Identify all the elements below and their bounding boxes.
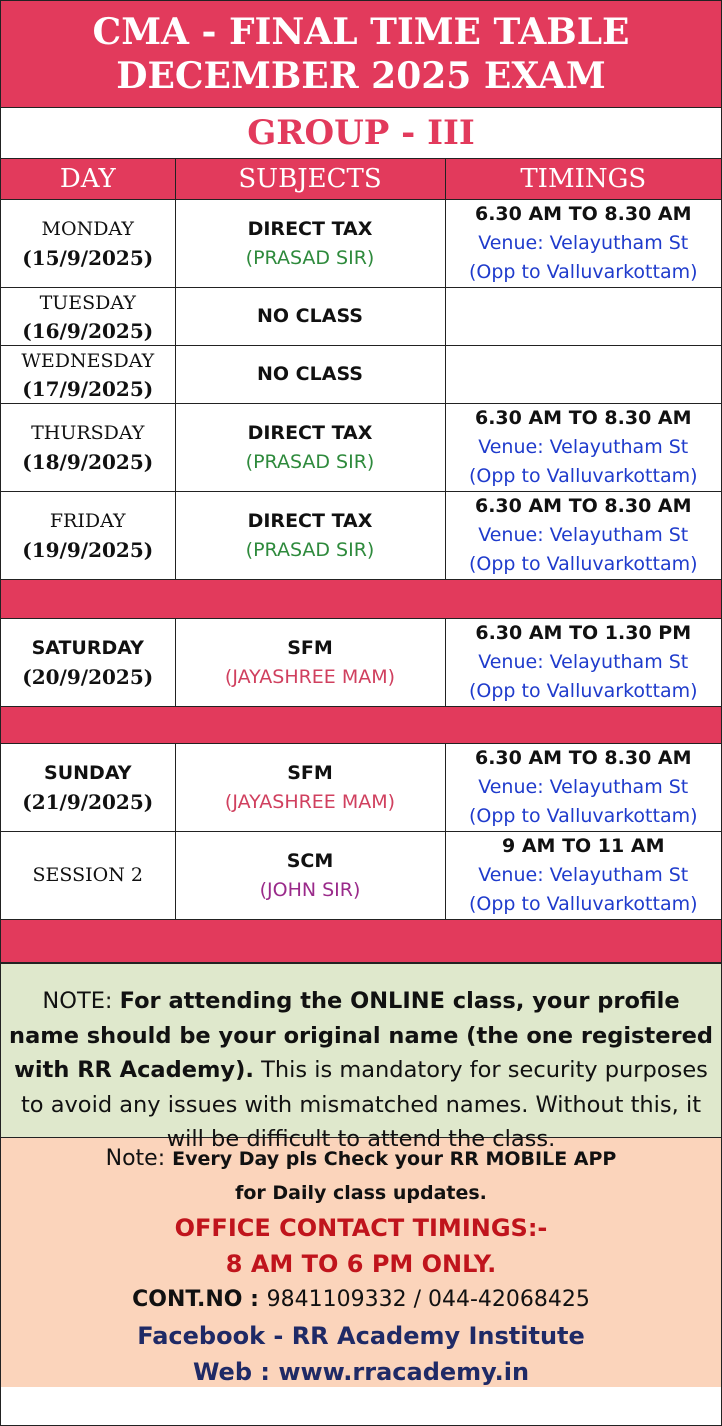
note-body: This is mandatory for security purposes to avoid any issues with mismatched names. Without this, it will be difficult to attend the class. [20, 1057, 708, 1152]
contact-number-line [1, 1282, 721, 1318]
day-name: SATURDAY [31, 636, 144, 659]
venue-line-1: Venue: Velayutham St [478, 776, 689, 798]
venue-line-2: (Opp to Valluvarkottam) [468, 893, 698, 915]
day-cell [1, 404, 175, 492]
day-date: (18/9/2025) [22, 449, 154, 474]
subject-name: SFM [287, 636, 333, 659]
faculty-name: (PRASAD SIR) [245, 450, 375, 473]
day-cell [1, 492, 175, 580]
class-time: 6.30 AM TO 8.30 AM [474, 203, 692, 225]
day-name: THURSDAY [31, 421, 145, 444]
table-row [1, 200, 721, 288]
day-cell [1, 832, 175, 920]
group-heading: GROUP - III [1, 108, 721, 159]
app-note-line-2: for Daily class updates. [235, 1182, 487, 1204]
day-date: (15/9/2025) [22, 245, 154, 270]
venue-line-2: (Opp to Valluvarkottam) [468, 805, 698, 827]
faculty-name: (PRASAD SIR) [245, 538, 375, 561]
class-time: 9 AM TO 11 AM [502, 835, 665, 857]
subject-cell [175, 200, 445, 288]
faculty-name: (JOHN SIR) [259, 878, 361, 901]
app-note-text: Every Day pls Check your RR MOBILE APP [172, 1148, 617, 1170]
timing-cell [445, 200, 721, 288]
table-row [1, 346, 721, 404]
table-row [1, 619, 721, 707]
venue-line-2: (Opp to Valluvarkottam) [468, 553, 698, 575]
class-time: 6.30 AM TO 8.30 AM [474, 495, 692, 517]
col-header-day: DAY [1, 159, 175, 200]
table-row [1, 288, 721, 346]
day-date: (16/9/2025) [22, 318, 154, 343]
venue-line-2: (Opp to Valluvarkottam) [468, 465, 698, 487]
separator-bar [1, 580, 721, 619]
table-row [1, 832, 721, 920]
venue-line-2: (Opp to Valluvarkottam) [468, 680, 698, 702]
timing-cell [445, 492, 721, 580]
separator-row [1, 920, 721, 963]
day-name: FRIDAY [49, 509, 126, 532]
venue-line-1: Venue: Velayutham St [478, 864, 689, 886]
subject-cell [175, 619, 445, 707]
title-line-1: CMA - FINAL TIME TABLE [92, 11, 630, 53]
day-name: SUNDAY [44, 761, 132, 784]
subject-name: SFM [287, 761, 333, 784]
title-banner [1, 1, 721, 108]
timing-cell [445, 346, 721, 404]
separator-row [1, 707, 721, 744]
subject-name: NO CLASS [257, 363, 363, 385]
subject-cell [175, 832, 445, 920]
separator-row [1, 580, 721, 619]
faculty-name: (JAYASHREE MAM) [224, 665, 396, 688]
timing-cell [445, 404, 721, 492]
title-line-2: DECEMBER 2025 EXAM [116, 55, 606, 97]
day-name: MONDAY [41, 217, 134, 240]
day-name: WEDNESDAY [21, 349, 155, 372]
online-class-note [1, 963, 721, 1152]
table-row [1, 744, 721, 832]
class-time: 6.30 AM TO 8.30 AM [474, 407, 692, 429]
day-date: (21/9/2025) [22, 789, 154, 814]
subject-cell [175, 744, 445, 832]
class-time: 6.30 AM TO 1.30 PM [475, 622, 692, 644]
col-header-timings: TIMINGS [445, 159, 721, 200]
subject-name: NO CLASS [257, 305, 363, 327]
table-row [1, 492, 721, 580]
website-link[interactable]: Web : www.rracademy.in [192, 1358, 530, 1386]
table-header-row [1, 159, 721, 200]
faculty-name: (JAYASHREE MAM) [224, 790, 396, 813]
timing-cell [445, 744, 721, 832]
day-cell [1, 744, 175, 832]
class-time: 6.30 AM TO 8.30 AM [474, 747, 692, 769]
subject-name: SCM [286, 849, 334, 872]
day-cell [1, 200, 175, 288]
day-date: (19/9/2025) [22, 537, 154, 562]
venue-line-1: Venue: Velayutham St [478, 524, 689, 546]
day-name: SESSION 2 [32, 864, 143, 886]
subject-cell [175, 288, 445, 346]
subject-cell [175, 404, 445, 492]
col-header-subjects: SUBJECTS [175, 159, 445, 200]
note-emphasis: For attending the ONLINE class, your profile name should be your original name (the one registered with RR Academy). [9, 988, 713, 1083]
day-date: (17/9/2025) [22, 376, 154, 401]
timing-cell [445, 288, 721, 346]
note-prefix: NOTE: [42, 988, 120, 1014]
day-date: (20/9/2025) [22, 664, 154, 689]
venue-line-1: Venue: Velayutham St [478, 232, 689, 254]
table-row [1, 404, 721, 492]
timing-cell [445, 619, 721, 707]
venue-line-2: (Opp to Valluvarkottam) [468, 261, 698, 283]
facebook-link[interactable]: Facebook - RR Academy Institute [137, 1322, 585, 1350]
contact-number: 9841109332 / 044-42068425 [266, 1287, 590, 1312]
subject-name: DIRECT TAX [247, 509, 373, 532]
contact-panel [1, 1138, 721, 1387]
schedule-table [1, 159, 721, 963]
separator-bar [1, 920, 721, 963]
subject-name: DIRECT TAX [247, 217, 373, 240]
office-timings-value: 8 AM TO 6 PM ONLY. [225, 1250, 497, 1278]
office-timings-heading: OFFICE CONTACT TIMINGS:- [174, 1214, 548, 1242]
day-cell [1, 288, 175, 346]
faculty-name: (PRASAD SIR) [245, 246, 375, 269]
app-note-prefix: Note: [105, 1146, 173, 1171]
day-cell [1, 619, 175, 707]
venue-line-1: Venue: Velayutham St [478, 436, 689, 458]
venue-line-1: Venue: Velayutham St [478, 651, 689, 673]
app-note-line [1, 1142, 721, 1176]
subject-name: DIRECT TAX [247, 421, 373, 444]
separator-bar [1, 707, 721, 744]
subject-cell [175, 492, 445, 580]
subject-cell [175, 346, 445, 404]
day-cell [1, 346, 175, 404]
timing-cell [445, 832, 721, 920]
day-name: TUESDAY [39, 291, 136, 314]
contact-label: CONT.NO : [132, 1287, 267, 1312]
